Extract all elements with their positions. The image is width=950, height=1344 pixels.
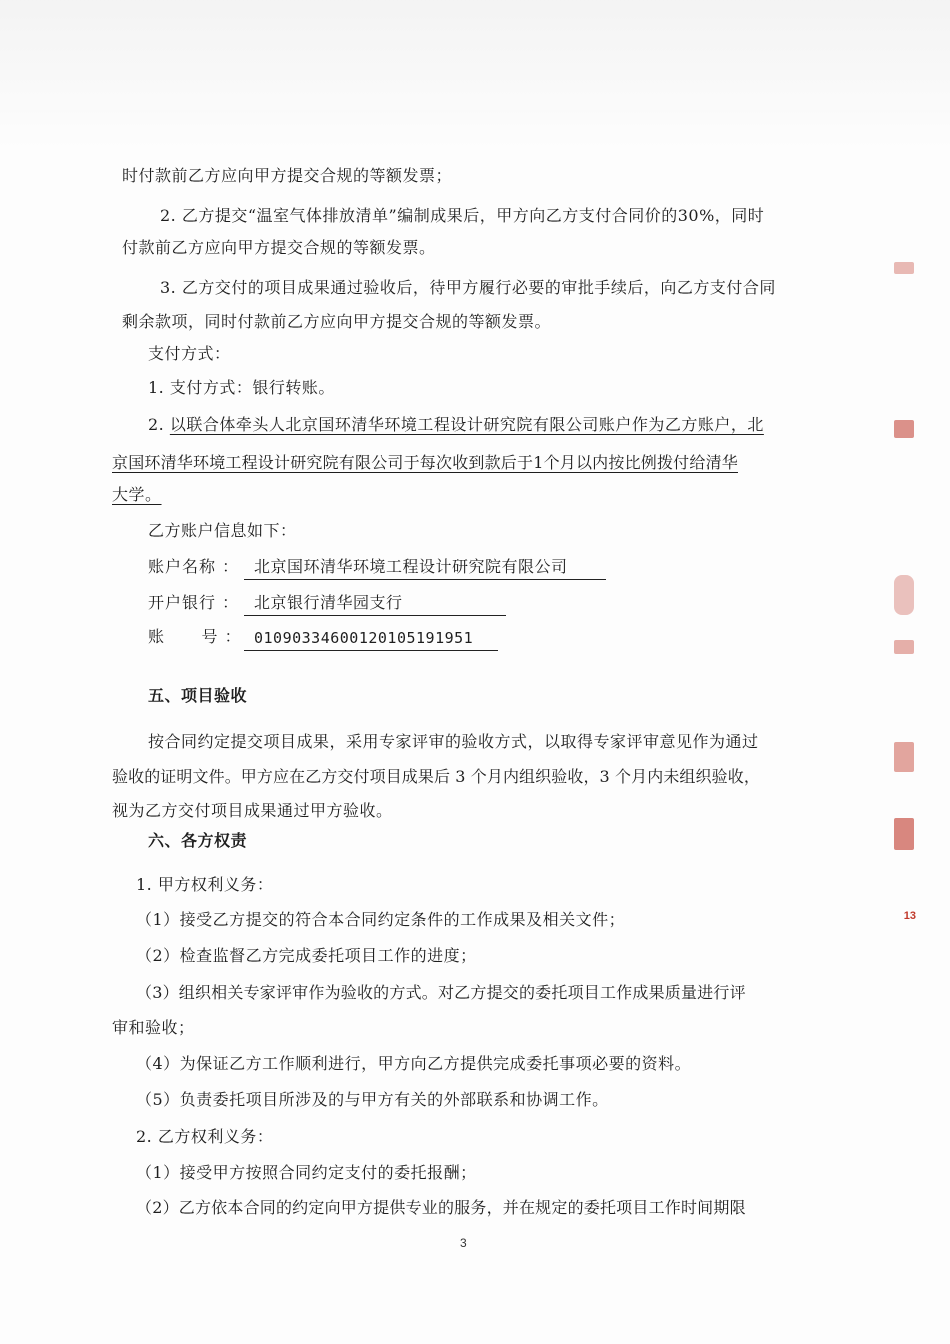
underlined-text: 大学。 <box>112 485 162 504</box>
account-name-value: 北京国环清华环境工程设计研究院有限公司 <box>244 557 606 580</box>
text-line: （2）检查监督乙方完成委托项目工作的进度； <box>136 946 477 965</box>
text-line: 剩余款项，同时付款前乙方应向甲方提交合规的等额发票。 <box>122 312 552 331</box>
text-line: （1）接受甲方按照合同约定支付的委托报酬； <box>136 1163 477 1182</box>
seal-fragment <box>894 575 914 615</box>
text-line: 1. 甲方权利义务： <box>136 875 274 894</box>
seal-fragment <box>894 640 914 654</box>
section-title: 五、项目验收 <box>148 686 248 705</box>
account-info-heading: 乙方账户信息如下： <box>148 521 297 540</box>
seal-fragment <box>894 262 914 274</box>
underlined-text: 京国环清华环境工程设计研究院有限公司于每次收到款后于1个月以内按比例拨付给清华 <box>112 453 738 472</box>
text-line: （5）负责委托项目所涉及的与甲方有关的外部联系和协调工作。 <box>136 1090 609 1109</box>
account-name-label: 账户名称 ： <box>148 557 240 576</box>
text-line: 按合同约定提交项目成果，采用专家评审的验收方式，以取得专家评审意见作为通过 <box>148 732 759 751</box>
text-line: 付款前乙方应向甲方提交合规的等额发票。 <box>122 238 436 257</box>
text-line: 2. 乙方提交“温室气体排放清单”编制成果后，甲方向乙方支付合同价的30%，同时 <box>160 206 765 225</box>
text-line: （2）乙方依本合同的约定向甲方提供专业的服务，并在规定的委托项目工作时间期限 <box>136 1198 746 1217</box>
account-number-label: 账 号 ： <box>148 627 242 646</box>
text-line: （3）组织相关专家评审作为验收的方式。对乙方提交的委托项目工作成果质量进行评 <box>136 983 746 1002</box>
section-title: 六、各方权责 <box>148 831 248 850</box>
seal-fragment-text: 13 <box>903 910 916 922</box>
text-line: 验收的证明文件。甲方应在乙方交付项目成果后 3 个月内组织验收，3 个月内未组织验收， <box>112 767 760 786</box>
seal-fragment <box>894 818 914 850</box>
payment-method-label: 支付方式： <box>148 344 231 363</box>
text-line: （1）接受乙方提交的符合本合同约定条件的工作成果及相关文件； <box>136 910 626 929</box>
text-line: 2. 乙方权利义务： <box>136 1127 274 1146</box>
seal-fragment <box>894 420 914 438</box>
page-number: 3 <box>460 1236 467 1250</box>
text-line: 时付款前乙方应向甲方提交合规的等额发票； <box>122 166 453 185</box>
underlined-text: 以联合体牵头人北京国环清华环境工程设计研究院有限公司账户作为乙方账户，北 <box>169 415 764 434</box>
scan-shadow <box>0 0 950 150</box>
text-line: 3. 乙方交付的项目成果通过验收后，待甲方履行必要的审批手续后，向乙方支付合同 <box>160 278 776 297</box>
bank-value: 北京银行清华园支行 <box>244 593 506 616</box>
item-number: 2. <box>148 415 170 434</box>
bank-label: 开户银行 ： <box>148 593 240 612</box>
text-line: 1. 支付方式：银行转账。 <box>148 378 335 397</box>
text-line: （4）为保证乙方工作顺利进行，甲方向乙方提供完成委托事项必要的资料。 <box>136 1054 692 1073</box>
seal-fragment <box>894 742 914 772</box>
text-line: 视为乙方交付项目成果通过甲方验收。 <box>112 801 393 820</box>
text-line <box>148 415 764 435</box>
account-number-value: 01090334600120105191951 <box>244 628 498 651</box>
text-line: 审和验收； <box>112 1018 195 1037</box>
